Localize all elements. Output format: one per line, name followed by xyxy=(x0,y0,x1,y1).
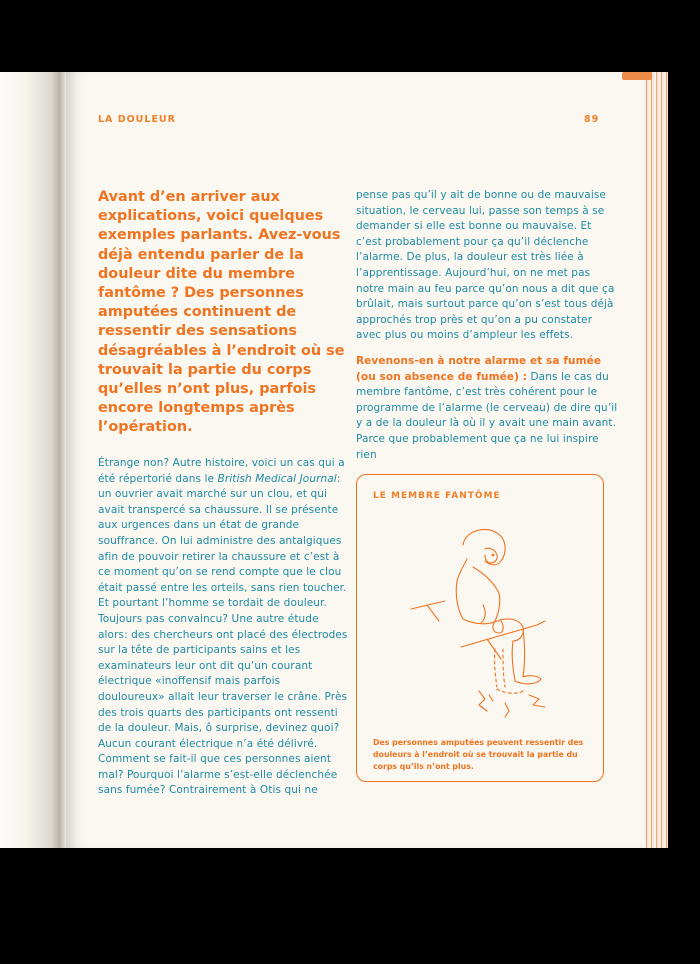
phantom-limb-illustration xyxy=(367,509,593,723)
book-spread xyxy=(0,72,668,848)
figure-box xyxy=(356,474,604,782)
paragraph: pense pas qu’il y ait de bonne ou de mauvaise situation, le cerveau lui, passe son temps à se demander si elle est bonne ou mauvaise. Et c’est probablement pour ça qu’il déclenche l’alarme. De plus, la douleur est très liée à l’apprentissage. Aujourd’hui, on ne met pas notre main au feu parce qu’on nous a dit que ça brûlait, mais surtout parce qu’on s’est tous déjà approchés trop près et qu’on a pu constater avec plus ou moins d’ampleur les effets. xyxy=(356,189,615,342)
paragraph: Étrange non? Autre histoire, voici un cas qui a été répertorié dans le British Medical Journal: un ouvrier avait marché sur un clou, et qui avait transpercé sa chaussure. Il se présente aux urgences dans un état de grande souffrance. On lui administre des antalgiques afin de pouvoir retirer la chaussure et c’est à ce moment qu’on se rend compte que le clou était passé entre les orteils, sans rien toucher. Et pourtant l’homme se tordait de douleur. xyxy=(98,457,347,610)
page-number: 89 xyxy=(584,114,600,125)
right-column-text xyxy=(356,188,618,344)
page-stack-edge xyxy=(644,72,668,848)
page-tab-marker xyxy=(622,72,652,80)
figure-caption: Des personnes amputées peuvent ressentir des douleurs à l’endroit où se trouvait la partie du corps qu’ils n’ont plus. xyxy=(373,738,584,771)
lead-paragraph: Avant d’en arriver aux explications, voici quelques exemples parlants. Avez-vous déjà entendu parler de la douleur dite du membre fantôme ? Des personnes amputées continuent de ressentir des sensations désagréables à l’endroit où se trouvait la partie du corps qu’elles n’ont plus, parfois encore longtemps après l’opération. xyxy=(98,189,345,436)
running-header-title: LA DOULEUR xyxy=(98,114,176,125)
left-page-edge xyxy=(0,72,66,848)
paragraph: Revenons-en à notre alarme et sa fumée (ou son absence de fumée) : Dans le cas du membre fantôme, c’est très cohérent pour le programme de l’alarme (le cerveau) de dire qu’il y a de la douleur là où il y avait une main avant. Parce que probablement que ça ne lui inspire rien xyxy=(356,355,618,461)
left-column-text xyxy=(98,456,350,799)
subheading: Revenons-en à notre alarme et sa fumée (ou son absence de fumée) : xyxy=(356,355,602,383)
figure-title: LE MEMBRE FANTÔME xyxy=(373,491,501,501)
right-column-text-2 xyxy=(356,354,618,463)
page-89 xyxy=(66,72,644,848)
journal-title: British Medical Journal xyxy=(217,472,337,485)
paragraph: Toujours pas convaincu? Une autre étude alors: des chercheurs ont placé des électrodes sur la tête de participants sains et les examinateurs leur ont dit qu’un courant électrique «inoffensif mais parfois douloureux» allait leur traverser le crâne. Près des trois quarts des participants ont ressenti de la douleur. Mais, ô surprise, devinez quoi? Aucun courant électrique n’a été délivré. Comment se fait-il que ces personnes aient mal? Pourquoi l’alarme s’est-elle déclenchée sans fumée? Contrairement à Otis qui ne xyxy=(98,612,348,797)
